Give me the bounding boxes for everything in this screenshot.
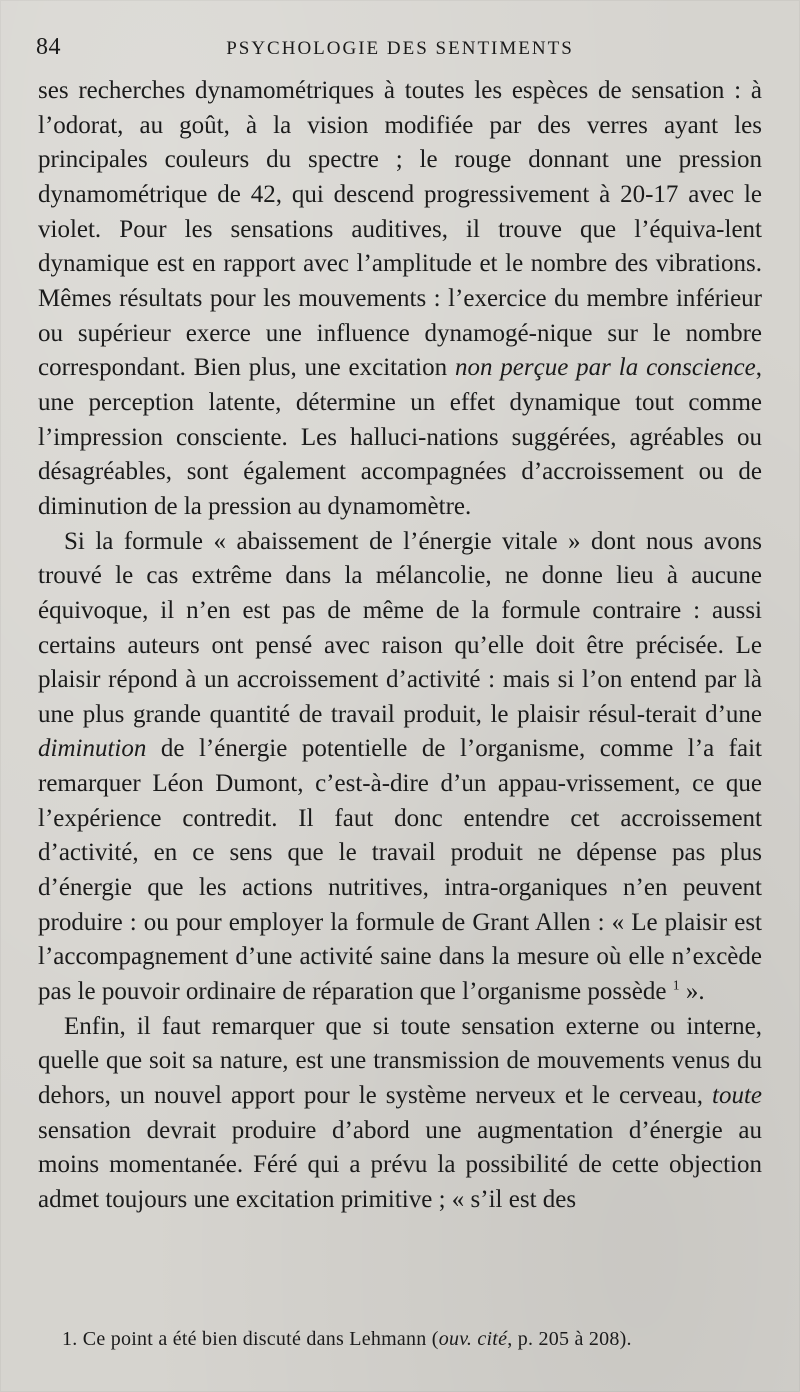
footnote-marker: 1. [62,1328,78,1350]
paragraph-3-text-b: sensation devrait produire d’abord une augmentation d’énergie au moins momentanée. Féré qui a prévu la possibilité de cette objection admet toujours une excitation primitive ; « s’il est des [38,1116,762,1213]
footnote-text-a: Ce point a été bien discuté dans Lehmann ( [77,1328,439,1350]
paragraph-2-text-b: de l’énergie potentielle de l’organisme, comme l’a fait remarquer Léon Dumont, c’est-à-dire d’un appau-vrissement, ce que l’expérience contredit. Il faut donc entendre cet accroissement d’activité, en ce sens que le travail produit ne dépense pas plus d’énergie que les actions nutritives, intra-organiques n’en peuvent produire : ou pour employer la formule de Grant Allen : « Le plaisir est l’accompagnement d’une activité saine dans la mesure où elle n’excède pas le pouvoir ordinaire de réparation que l’organisme possède [38,735,762,1006]
paragraph-3-text-a: Enfin, il faut remarquer que si toute sensation externe ou interne, quelle que soit sa nature, est une transmission de mouvements venus du dehors, un nouvel apport pour le système nerveux et le cerveau, [38,1012,762,1110]
body-text [38,74,762,1218]
page-header [36,28,764,68]
paragraph-2 [38,525,762,1010]
paragraph-2-italic: diminution [38,735,147,763]
paragraph-1-text-a: ses recherches dynamométriques à toutes les espèces de sensation : à l’odorat, au goût, à la vision modifiée par des verres ayant les principales couleurs du spectre ; le rouge donnant une pression dynamométrique de 42, qui descend progressivement à 20-17 avec le violet. Pour les sensations auditives, il trouve que l’équiva-lent dynamique est en rapport avec l’amplitude et le nombre des vibrations. Mêmes résultats pour les mouvements : l’exercice du membre inférieur ou supérieur exerce une influence dynamogé-nique sur le nombre correspondant. Bien plus, une excitation [38,77,762,382]
paragraph-1-text-b: , une perception latente, détermine un effet dynamique tout comme l’impression consciente. Les halluci-nations suggérées, agréables ou désagréables, sont également accompagnées d’accroissement ou de diminution de la pression au dynamomètre. [38,354,762,520]
paragraph-1-italic: non perçue par la conscience [454,354,756,382]
paragraph-3 [38,1010,762,1218]
page-number: 84 [36,34,61,60]
paragraph-2-text-a: Si la formule « abaissement de l’énergie vitale » dont nous avons trouvé le cas extrême dans la mélancolie, ne donne lieu à aucune équivoque, il n’en est pas de même de la formule contraire : aussi certains auteurs ont pensé avec raison qu’elle doit être précisée. Le plaisir répond à un accroissement d’activité : mais si l’on entend par là une plus grande quantité de travail produit, le plaisir résul-terait d’une [38,527,762,728]
footnote-italic: ouv. cité [438,1328,508,1350]
paragraph-1 [38,74,762,525]
footnote-reference: 1 [672,977,680,993]
running-head: PSYCHOLOGIE DES SENTIMENTS [226,38,574,59]
paragraph-2-text-c: ». [679,978,705,1006]
paragraph-3-italic: toute [712,1082,762,1110]
footnote [62,1326,772,1352]
footnote-text-b: , p. 205 à 208). [507,1328,632,1350]
